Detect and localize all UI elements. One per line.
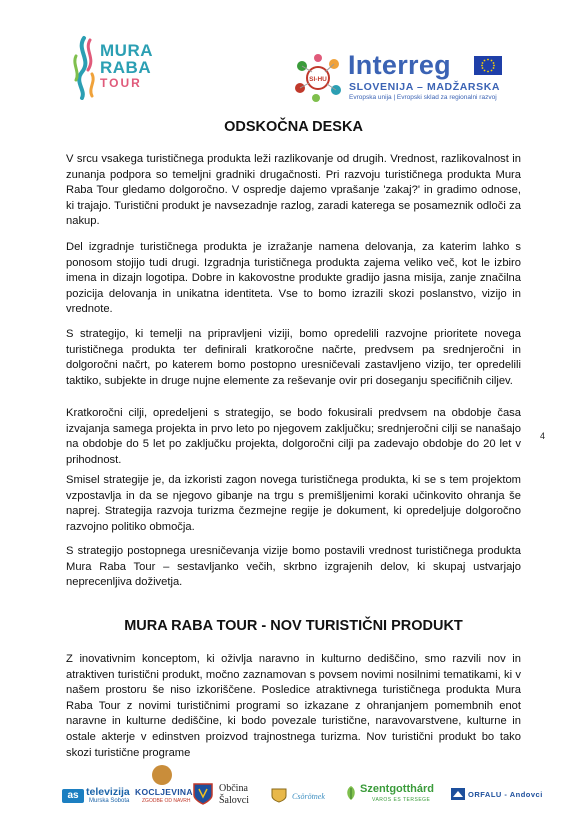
csorotnek-logo-name: Csörötnek — [292, 792, 325, 801]
logo-line-tour: TOUR — [100, 76, 142, 90]
paragraph: Kratkoročni cilji, opredeljeni s strategijo, se bodo fokusirali predvsem na obdobje časa izvajanja samega projekta in prvo leto po njegovem zaključku; srednjeročni cilji se nanašajo na obdobje do 5 let po zaključku projekta, dolgoročni cilji pa zadevajo obdobje do 20 let v prihodnost. — [66, 407, 521, 466]
mura-raba-tour-logo — [70, 34, 160, 100]
section-title-odskocna-deska: ODSKOČNA DESKA — [224, 119, 363, 135]
page-number: 4 — [540, 431, 546, 441]
kocljevina-emblem-icon — [152, 765, 172, 785]
logo-line-mura: MURA — [100, 41, 153, 60]
eu-flag-icon — [474, 56, 502, 75]
svg-text:SI-HU: SI-HU — [309, 76, 327, 82]
interreg-title: Interreg — [348, 50, 451, 80]
paragraph: S strategijo postopnega uresničevanja vizije bomo postavili vrednost turističnega produkta Mura Raba Tour – sestavljanko večih, skrbno izgrajenih delov, ki skupaj ustvarjajo neprecenljiva doživetja. — [66, 545, 521, 589]
televizija-logo-sub: Murska Sobota — [89, 798, 130, 804]
interreg-eu-fund-text: Evropska unija | Evropski sklad za regionalni razvoj — [349, 94, 497, 101]
salovci-logo-text — [219, 783, 249, 807]
orfalu-emblem-icon — [450, 787, 466, 801]
salovci-crest-icon — [193, 783, 213, 805]
szentgotthard-logo-name: Szentgotthárd — [360, 783, 434, 795]
mura-raba-tour-wordmark — [100, 42, 153, 90]
interreg-logo — [292, 52, 522, 112]
kocljevina-logo-name: KOCLJEVINA — [135, 787, 193, 797]
paragraph: V srcu vsakega turističnega produkta leži razlikovanje od drugih. Vrednost, razlikovalnost in zunanja podpora so temeljni gradniki drugačnosti. Pri razvoju turističnega produkta Mura Raba Tour gledamo dolgoročno. V ospredje dajemo vprašanje 'zakaj?' in gradimo odnose, ki trajajo. Turistični produkt je navsezadnje razlog, zaradi katerega se posameznik odloči za nakup. — [66, 153, 521, 228]
televizija-logo-name: televizija — [86, 786, 130, 798]
paragraph: Smisel strategije je, da izkoristi zagon novega turističnega produkta, ki se s tem projektom vzpostavlja in da se njegovo gibanje na trgu s premišljenimi koraki učinkovito ohranja še naprej. Strategija razvoja turizma čezmejne regije je dokument, ki opredeljuje dolgoročno razvojno politiko območja. — [66, 474, 521, 533]
logo-line-raba: RABA — [100, 58, 152, 77]
interreg-program-name: SLOVENIJA – MADŽARSKA — [349, 81, 501, 93]
partner-logos-footer — [0, 765, 587, 815]
paragraph: Del izgradnje turističnega produkta je izražanje namena delovanja, za katerim lahko s ponosom stojijo tudi drugi. Izgradnja turističnega produkta zajema veliko več, kot le izbiro imena in dizajn logotipa. Dobre in kakovostne produkte gradijo jasna misija, zanje značilna pozicija delovanja in unikatna identiteta. Vse to bomo izrazili skozi poslanstvo, vizijo in vrednote. — [66, 241, 521, 316]
csorotnek-crest-icon — [270, 787, 288, 803]
paragraph: S strategijo, ki temelji na pripravljeni viziji, bomo opredelili razvojne prioritete novega turističnega produkta ter definirali kratkoročne načrte, predvsem pa srednjeročni in dolgoročni načrt, po katerem bomo postopno uresničevali zastavljeno vizijo, ter opredelili taktiko, subjekte in druge nujne elemente za reševanje ovir pri doseganju specifičnih ciljev. — [66, 328, 521, 387]
televizija-badge: as — [62, 789, 84, 803]
mura-raba-tour-mark-icon — [70, 34, 98, 100]
orfalu-logo-name: ORFALU - Andovci — [468, 790, 543, 799]
szentgotthard-logo-sub: VAROS ES TERSEGE — [372, 797, 431, 803]
szentgotthard-leaf-icon — [343, 785, 359, 801]
paragraph: Z inovativnim konceptom, ki oživlja naravno in kulturno dediščino, smo razvili nov in atraktiven turistični produkt, močno zaznamovan s povsem novimi nosilnimi tematikami, ki v našem prostoru še niso izkoriščene. Posledice atraktivnega turističnega produkta Mura Raba Tour z novimi turističnimi programi so izkazane z ohranjanjem pomembnih enot naravne in kulturne dediščine, ki bodo povezale turistične, naravovarstvene, kulturne in ostale akterje v edinstven proizvod trajnostnega turizma. Nov turistični produkt bo tako skozi turistične programe — [66, 653, 521, 759]
salovci-line2: Šalovci — [219, 795, 249, 806]
section-title-mura-raba-tour: MURA RABA TOUR - NOV TURISTIČNI PRODUKT — [124, 618, 463, 634]
salovci-line1: Občina — [219, 783, 248, 794]
si-hu-badge — [308, 74, 328, 82]
kocljevina-logo-sub: ZGODBE OD NAVRH — [142, 798, 191, 804]
page-header — [0, 0, 587, 110]
